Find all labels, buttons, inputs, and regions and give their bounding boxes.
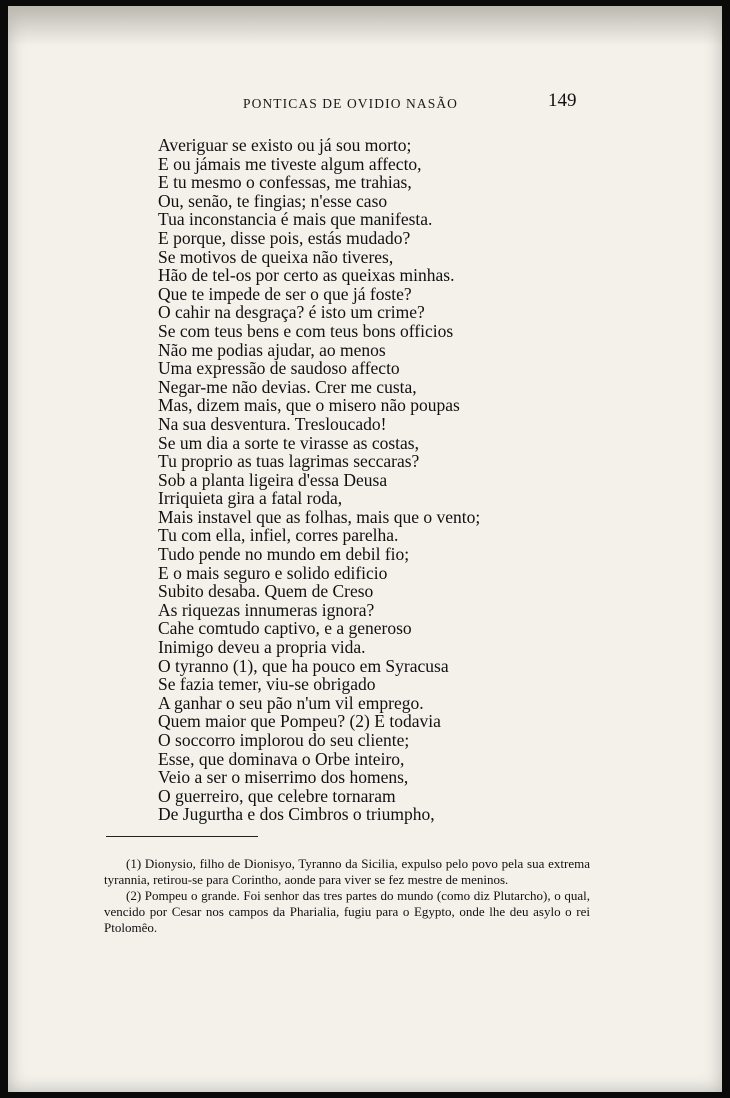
verse-line: E o mais seguro e solido edificio [158,562,388,583]
poem-body [158,136,678,824]
verse-line: O tyranno (1), que ha pouco em Syracusa [158,655,449,676]
verse-line: Quem maior que Pompeu? (2) E todavia [158,711,441,732]
verse-line: Cahe comtudo captivo, e a generoso [158,618,412,639]
verse-line: Se motivos de queixa não tiveres, [158,246,394,267]
verse-line: Inimigo deveu a propria vida. [158,637,366,658]
verse-line: Esse, que dominava o Orbe inteiro, [158,748,405,769]
verse-line: Na sua desventura. Tresloucado! [158,413,387,434]
footnotes [104,856,590,936]
footnote-separator [106,836,258,837]
verse-line: A ganhar o seu pão n'um vil emprego. [158,692,424,713]
verse-line: Ou, senão, te fingias; n'esse caso [158,190,388,211]
verse-line: Uma expressão de saudoso affecto [158,358,400,379]
verse-line: Mais instavel que as folhas, mais que o vento; [158,506,481,527]
verse-line: E porque, disse pois, estás mudado? [158,227,411,248]
verse-line: O cahir na desgraça? é isto um crime? [158,302,425,323]
verse-line: Se fazia temer, viu-se obrigado [158,674,376,695]
verse-line: Hão de tel-os por certo as queixas minhas. [158,265,455,286]
verse-line: E tu mesmo o confessas, me trahias, [158,172,412,193]
verse-line: Subito desaba. Quem de Creso [158,581,374,602]
book-page [8,6,722,1092]
verse-line: De Jugurtha e dos Cimbros o triumpho, [158,804,435,825]
verse-line: Tu proprio as tuas lagrimas seccaras? [158,451,420,472]
verse-line: O guerreiro, que celebre tornaram [158,785,396,806]
footnote: (2) Pompeu o grande. Foi senhor das tres partes do mundo (como diz Plutarcho), o qual, vencido por Cesar nos campos da Pharialia, fugiu para o Egypto, onde lhe deu asylo o rei Ptolomêo. [104,888,590,935]
verse-line: Averiguar se existo ou já sou morto; [158,135,412,155]
verse-line: Se um dia a sorte te virasse as costas, [158,432,419,453]
verse-line: Mas, dizem mais, que o misero não poupas [158,395,460,416]
page-number: 149 [548,90,577,111]
verse-line: Tua inconstancia é mais que manifesta. [158,209,433,230]
verse-line: Tudo pende no mundo em debil fio; [158,544,410,565]
verse-line: Que te impede de ser o que já foste? [158,283,412,304]
verse-line: As riquezas innumeras ignora? [158,599,375,620]
verse-line: Não me podias ajudar, ao menos [158,339,386,360]
verse-line: Irriquieta gira a fatal roda, [158,488,343,509]
verse-line: O soccorro implorou do seu cliente; [158,730,410,750]
verse-line: Sob a planta ligeira d'essa Deusa [158,469,388,490]
verse-line: Se com teus bens e com teus bons officios [158,320,454,341]
verse-line: E ou jámais me tiveste algum affecto, [158,153,422,174]
verse-line: Tu com ella, infiel, corres parelha. [158,525,399,546]
verse-line: Veio a ser o miserrimo dos homens, [158,767,409,788]
running-title: PONTICAS DE OVIDIO NASÃO [243,96,459,111]
footnote: (1) Dionysio, filho de Dionisyo, Tyranno da Sicilia, expulso pelo povo pela sua extrema tyrannia, retirou-se para Corintho, aonde para viver se fez mestre de meninos. [104,856,590,887]
verse-line: Negar-me não devias. Crer me custa, [158,376,417,397]
scan-shadow [8,6,722,46]
